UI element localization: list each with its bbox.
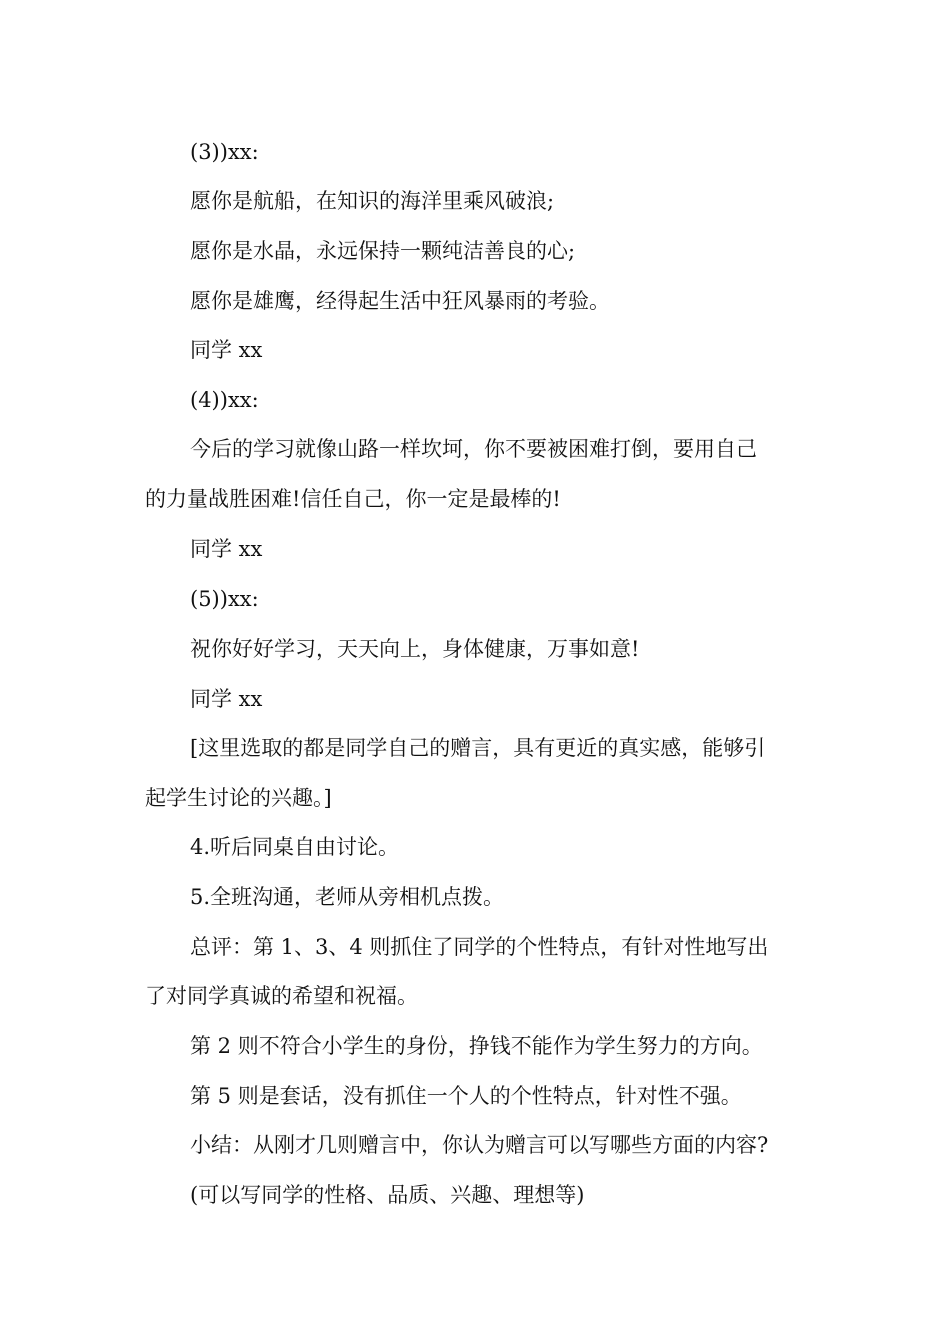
- entry-4-heading: (4))xx:: [190, 388, 259, 412]
- note-line-2: 起学生讨论的兴趣。]: [145, 786, 332, 810]
- entry-4-line-2: 的力量战胜困难!信任自己，你一定是最棒的!: [145, 487, 561, 511]
- entry-3-line-2: 愿你是水晶，永远保持一颗纯洁善良的心;: [190, 239, 576, 263]
- summary-line-1: 总评：第 1、3、4 则抓住了同学的个性特点，有针对性地写出: [190, 935, 769, 959]
- entry-4-signature: 同学 xx: [190, 537, 263, 561]
- summary-line-2: 了对同学真诚的希望和祝福。: [145, 984, 418, 1008]
- entry-5-heading: (5))xx:: [190, 587, 259, 611]
- conclusion-answer: (可以写同学的性格、品质、兴趣、理想等): [190, 1183, 585, 1207]
- entry-3-line-1: 愿你是航船，在知识的海洋里乘风破浪;: [190, 189, 555, 213]
- entry-5-line-1: 祝你好好学习，天天向上，身体健康，万事如意!: [190, 637, 640, 661]
- entry-3-heading: (3))xx:: [190, 140, 259, 164]
- comment-entry-5: 第 5 则是套话，没有抓住一个人的个性特点，针对性不强。: [190, 1084, 742, 1108]
- conclusion-line: 小结：从刚才几则赠言中，你认为赠言可以写哪些方面的内容?: [190, 1133, 769, 1157]
- note-line-1: [这里选取的都是同学自己的赠言，具有更近的真实感，能够引: [190, 736, 766, 760]
- entry-4-line-1: 今后的学习就像山路一样坎坷，你不要被困难打倒，要用自己: [190, 437, 757, 461]
- entry-5-signature: 同学 xx: [190, 687, 263, 711]
- step-4: 4.听后同桌自由讨论。: [190, 835, 400, 859]
- step-5: 5.全班沟通，老师从旁相机点拨。: [190, 885, 505, 909]
- entry-3-signature: 同学 xx: [190, 338, 263, 362]
- entry-3-line-3: 愿你是雄鹰，经得起生活中狂风暴雨的考验。: [190, 289, 610, 313]
- comment-entry-2: 第 2 则不符合小学生的身份，挣钱不能作为学生努力的方向。: [190, 1034, 763, 1058]
